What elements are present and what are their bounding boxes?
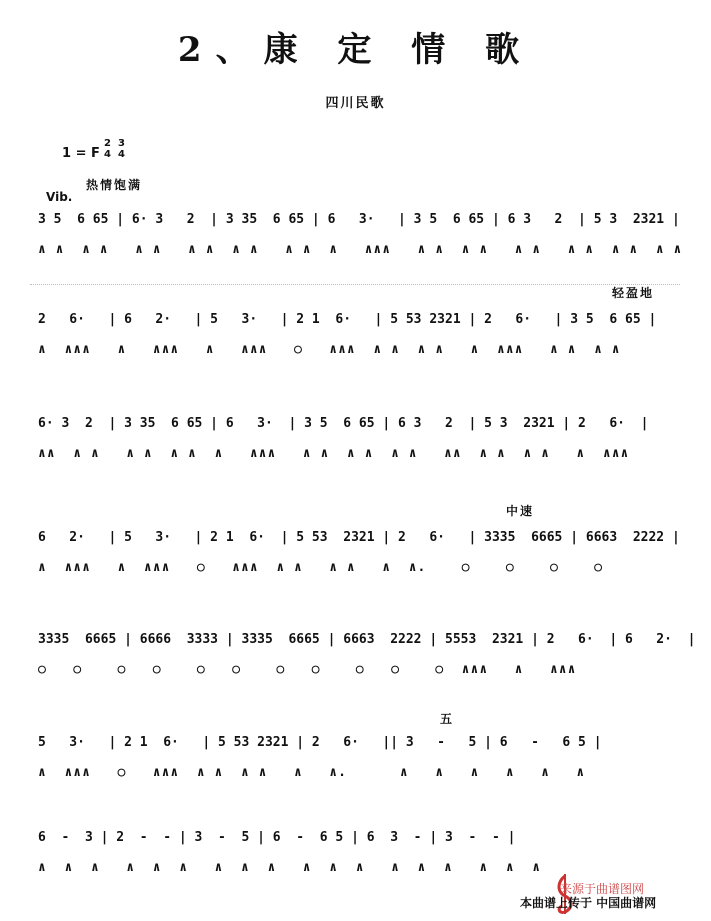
watermark: 来源于曲谱图网 — [560, 882, 645, 896]
page-title: 2、康 定 情 歌 — [177, 30, 534, 70]
notes-row: 5 3· | 2 1 6· | 5 53 2321 | 2 6· || 3 - 5 | 6 - 6 5 | — [38, 735, 602, 750]
tempo-mark-moderate: 中速 — [506, 504, 535, 518]
section-mark: 五 — [440, 712, 455, 726]
music-system-6 — [0, 735, 711, 795]
tempo-mark-passionate: 热情饱满 — [86, 178, 143, 192]
vib-label: Vib. — [46, 190, 73, 204]
footer-note: 本曲谱上传于 中国曲谱网 — [520, 896, 657, 910]
notes-row: 3 5 6 65 | 6· 3 2 | 3 35 6 65 | 6 3· | 3 5 6 65 | 6 3 2 | 5 3 2321 | — [38, 212, 680, 227]
bowing-row: ∧∧ ∧ ∧ ∧ ∧ ∧ ∧ ∧ ∧∧∧ ∧ ∧ ∧ ∧ ∧ ∧ ∧∧ ∧ ∧ ∧ ∧ ∧ ∧∧∧ — [38, 446, 630, 461]
notes-row: 2 6· | 6 2· | 5 3· | 2 1 6· | 5 53 2321 | 2 6· | 3 5 6 65 | — [38, 312, 657, 327]
notes-row: 6 2· | 5 3· | 2 1 6· | 5 53 2321 | 2 6· | 3335 6665 | 6663 2222 | — [38, 530, 680, 545]
divider — [30, 284, 680, 285]
bowing-row: ∧ ∧∧∧ ∧ ∧∧∧ ○ ∧∧∧ ∧ ∧ ∧ ∧ ∧ ∧. ○ ○ ○ ○ — [38, 560, 603, 575]
bowing-row: ∧ ∧∧∧ ∧ ∧∧∧ ∧ ∧∧∧ ○ ∧∧∧ ∧ ∧ ∧ ∧ ∧ ∧∧∧ ∧ ∧ ∧ ∧ — [38, 342, 621, 357]
subtitle: 四川民歌 — [325, 96, 386, 111]
notes-row: 3335 6665 | 6666 3333 | 3335 6665 | 6663 2222 | 5553 2321 | 2 6· | 6 2· | — [38, 632, 696, 647]
bowing-row: ∧ ∧∧∧ ○ ∧∧∧ ∧ ∧ ∧ ∧ ∧ ∧. ∧ ∧ ∧ ∧ ∧ ∧ — [38, 765, 586, 780]
bowing-row: ∧ ∧ ∧ ∧ ∧ ∧ ∧ ∧ ∧ ∧ ∧ ∧ ∧ ∧∧∧ ∧ ∧ ∧ ∧ ∧ ∧ ∧ ∧ ∧ ∧ ∧ ∧ — [38, 242, 683, 257]
music-system-3 — [0, 416, 711, 476]
time-signature-2: 3 4 — [118, 138, 125, 160]
bowing-row: ○ ○ ○ ○ ○ ○ ○ ○ ○ ○ ○ ∧∧∧ ∧ ∧∧∧ — [38, 662, 577, 677]
notes-row: 6 - 3 | 2 - - | 3 - 5 | 6 - 6 5 | 6 3 - | 3 - - | — [38, 830, 516, 845]
time-signature-1: 2 4 — [104, 138, 111, 160]
key-signature: 1 = F — [62, 146, 100, 161]
notes-row: 6· 3 2 | 3 35 6 65 | 6 3· | 3 5 6 65 | 6 3 2 | 5 3 2321 | 2 6· | — [38, 416, 649, 431]
music-system-2 — [0, 312, 711, 372]
music-system-4 — [0, 530, 711, 590]
tempo-mark-light: 轻盈地 — [612, 286, 655, 300]
music-system-1 — [0, 212, 711, 272]
music-system-5 — [0, 632, 711, 692]
bowing-row: ∧ ∧ ∧ ∧ ∧ ∧ ∧ ∧ ∧ ∧ ∧ ∧ ∧ ∧ ∧ ∧ ∧ ∧ — [38, 860, 542, 875]
